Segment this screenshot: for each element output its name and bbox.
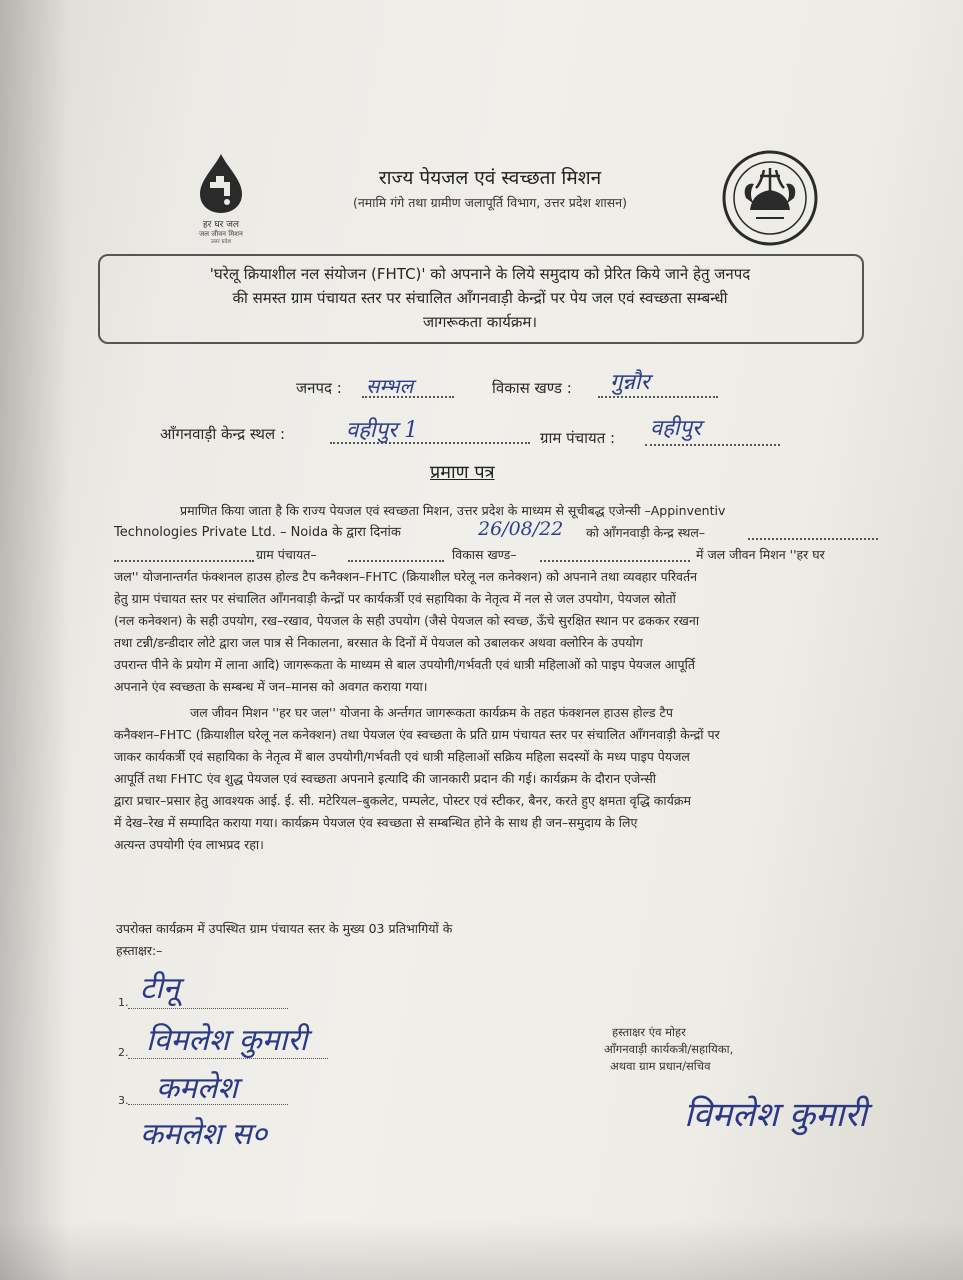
para1-dots-2 — [114, 560, 254, 562]
anganwadi-label: आँगनवाड़ी केन्द्र स्थल : — [160, 425, 286, 443]
para1-dots-4 — [540, 560, 690, 562]
para2-line1: जल जीवन मिशन ''हर घर जल'' योजना के अर्न्तगत जागरूकता कार्यक्रम के तहत फंक्शनल हाउस होल्ड टैप — [190, 705, 673, 720]
participant-line-1 — [128, 1008, 288, 1009]
water-drop-icon — [186, 152, 256, 214]
anganwadi-value: वहीपुर 1 — [346, 418, 419, 443]
subject-line-1: 'घरेलू क्रियाशील नल संयोजन (FHTC)' को अपनाने के लिये समुदाय को प्रेरित किये जाने हेतु जनपद — [209, 265, 751, 283]
participant-number-1: 1. — [118, 996, 129, 1009]
participant-signature-2: विमलेश कुमारी — [146, 1023, 308, 1058]
participant-signature-1: टीनू — [140, 971, 180, 1006]
vikas-khand-label: विकास खण्ड : — [492, 379, 572, 397]
official-role-label: आँगनवाड़ी कार्यकत्री/सहायिका, — [604, 1042, 734, 1056]
participant-signature-3b: कमलेश स० — [140, 1117, 268, 1152]
para2-line7: अत्यन्त उपयोगी एंव लाभप्रद रहा। — [114, 837, 264, 852]
para1-dots-3 — [348, 560, 444, 562]
para1-line7: तथा टन्नी/डन्डीदार लोटे द्वारा जल पात्र से निकालना, बरसात के दिनों में पेयजल को उबालकर अथवा क्लोरिन के उपयोग — [114, 635, 643, 650]
para2-line3: जाकर कार्यकर्त्री एवं सहायिका के नेतृत्व में बाल उपयोगी/गर्भवती एवं धात्री महिलाओं सक्रिय महिला सदस्यों के मध्य पाइप पेयजल — [114, 749, 690, 764]
vikas-khand-value: गुन्नौर — [610, 370, 650, 395]
gram-panchayat-value: वहीपुर — [650, 416, 702, 441]
official-signature: विमलेश कुमारी — [684, 1095, 867, 1135]
state-emblem-icon — [720, 148, 820, 248]
official-sign-label: हस्ताक्षर एंव मोहर — [612, 1025, 686, 1039]
para2-line5: द्वारा प्रचार–प्रसार हेतु आवश्यक आई. ई. सी. मटेरियल–बुकलेट, पम्पलेट, पोस्टर एवं स्टीकर, बैनर, करते हुए क्षमता वृद्धि कार्यक्रम — [114, 793, 691, 808]
har-ghar-jal-logo — [186, 152, 256, 245]
participant-signature-3: कमलेश — [156, 1071, 238, 1106]
vikas-khand-field-line — [598, 396, 718, 398]
para1-line1: प्रमाणित किया जाता है कि राज्य पेयजल एवं स्वच्छता मिशन, उत्तर प्रदेश के माध्यम से सूचीबद्ध एजेन्सी –Appinventiv — [180, 503, 726, 518]
para2-line4: आपूर्ति तथा FHTC एंव शुद्ध पेयजल एवं स्वच्छता अपनाने इत्यादि की जानकारी प्रदान की गई। कार्यक्रम के दौरान एजेन्सी — [114, 771, 657, 786]
logo-text-1: हर घर जल — [203, 220, 239, 230]
para1-line3b: विकास खण्ड– — [452, 547, 517, 562]
participant-number-2: 2. — [118, 1046, 129, 1059]
logo-text-2: जल जीवन मिशन — [199, 230, 243, 238]
para1-dots-1 — [748, 538, 878, 540]
participant-number-3: 3. — [118, 1094, 129, 1107]
mission-subtitle: (नमामि गंगे तथा ग्रामीण जलापूर्ति विभाग, उत्तर प्रदेश शासन) — [352, 195, 627, 210]
certificate-heading: प्रमाण पत्र — [430, 462, 495, 483]
participants-intro-line2: हस्ताक्षर:– — [116, 943, 163, 958]
para1-line5: हेतु ग्राम पंचायत स्तर पर संचालित आँगनवाड़ी केन्द्रों पर कार्यकर्त्री एवं सहायिका के नेतृत्व में नल से जल उपयोग, पेयजल स्रोतों — [114, 591, 676, 606]
subject-line-3: जागरूकता कार्यक्रम। — [422, 313, 538, 331]
para1-line8: उपरान्त पीने के प्रयोग में लाना आदि) जागरूकता के माध्यम से बाल उपयोगी/गर्भवती एवं धात्री महिलाओं को पाइप पेयजल आपूर्ति — [114, 657, 696, 672]
janpad-label: जनपद : — [296, 379, 342, 397]
up-government-seal — [720, 148, 820, 248]
para1-line6: (नल कनेक्शन) के सही उपयोग, रख–रखाव, पेयजल के सही उपयोग (जैसे पेयजल को स्वच्छ, ऊँचे सुरक्षित स्थान पर ढककर रखना — [114, 613, 700, 628]
para1-line3c: में जल जीवन मिशन ''हर घर — [696, 547, 825, 562]
participants-intro-line1: उपरोक्त कार्यक्रम में उपस्थित ग्राम पंचायत स्तर के मुख्य 03 प्रतिभागियों के — [116, 921, 453, 936]
mission-title: राज्य पेयजल एवं स्वच्छता मिशन — [378, 167, 602, 189]
para1-line9: अपनाने एंव स्वच्छता के सम्बन्ध में जन–मानस को अवगत कराया गया। — [114, 679, 428, 694]
page-shadow-left — [0, 0, 70, 1280]
janpad-value: सम्भल — [366, 374, 414, 398]
gram-panchayat-label: ग्राम पंचायत : — [540, 429, 616, 447]
para2-line2: कनैक्शन–FHTC (क्रियाशील घरेलू नल कनेक्शन) तथा पेयजल एंव स्वच्छता के प्रति ग्राम पंचायत स्तर पर संचालित आँगनवाड़ी केन्द्रों पर — [114, 727, 720, 742]
subject-line-2: की समस्त ग्राम पंचायत स्तर पर संचालित आँगनवाड़ी केन्द्रों पर पेय जल एवं स्वच्छता सम्बन्धी — [232, 289, 728, 307]
para2-line6: में देख–रेख में सम्पादित कराया गया। कार्यक्रम पेयजल एंव स्वच्छता से सम्बन्धित होने के साथ ही जन–समुदाय के लिए — [114, 815, 638, 830]
page-shadow-bottom — [0, 1220, 963, 1280]
para1-date: 26/08/22 — [478, 518, 564, 540]
official-alt-role-label: अथवा ग्राम प्रधान/सचिव — [610, 1059, 711, 1073]
para1-line2a: Technologies Private Ltd. – Noida के द्वारा दिनांक — [114, 525, 401, 540]
para1-line4: जल'' योजनान्तर्गत फंक्शनल हाउस होल्ड टैप कनैक्शन–FHTC (क्रियाशील घरेलू नल कनेक्शन) को अपनाने तथा व्यवहार परिवर्तन — [114, 569, 698, 584]
para1-line3a: ग्राम पंचायत– — [256, 547, 317, 562]
para1-line2b: को आँगनवाड़ी केन्द्र स्थल– — [586, 525, 706, 540]
gram-panchayat-field-line — [645, 444, 780, 446]
subject-text — [110, 262, 850, 334]
logo-text-3: उत्तर प्रदेश — [210, 239, 232, 245]
